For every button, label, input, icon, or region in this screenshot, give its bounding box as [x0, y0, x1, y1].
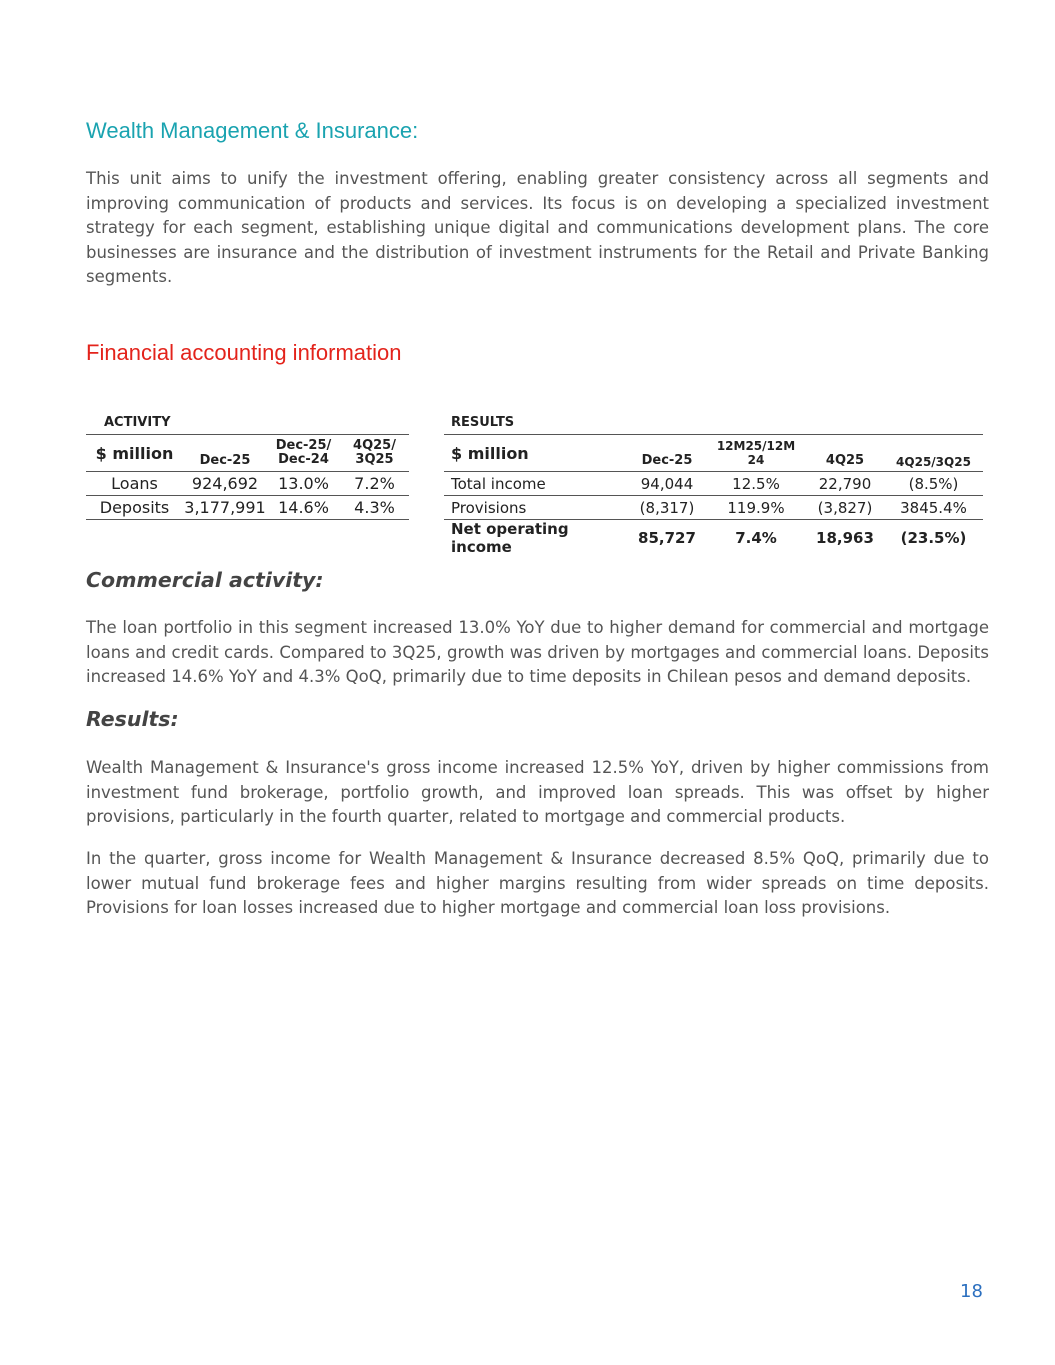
activity-row-qoq: 7.2% [354, 474, 395, 493]
activity-row-dec25: 3,177,991 [184, 498, 266, 517]
activity-header-qoq-line1: 4Q25/ [353, 438, 396, 453]
results-row-dec25: 94,044 [640, 474, 694, 493]
activity-header-row [86, 435, 409, 472]
activity-row-yoy: 13.0% [278, 474, 329, 493]
results-header-yoy-line1: 12M25/12M [716, 439, 796, 453]
activity-header-yoy-line1: Dec-25/ [275, 438, 332, 453]
results-paragraph-2: In the quarter, gross income for Wealth Management & Insurance decreased 8.5% QoQ, primarily due to lower mutual fund brokerage fees and higher margins resulting from wider spreads on time deposits. Provisions for loan losses increased due to higher mortgage and commercial loan loss provisions. [86, 849, 989, 917]
results-header-unit: $ million [451, 443, 529, 463]
table-row [444, 496, 983, 520]
results-row-yoy: 12.5% [732, 474, 780, 493]
activity-header-qoq-line2: 3Q25 [355, 452, 394, 467]
page-number: 18 [960, 1281, 983, 1302]
results-row-dec25: 85,727 [638, 529, 696, 547]
commercial-activity-title: Commercial activity: [86, 568, 324, 592]
activity-header-yoy-line2: Dec-24 [278, 452, 329, 467]
results-header-row [444, 435, 983, 472]
wealth-section-description: This unit aims to unify the investment offering, enabling greater consistency across all segments and improving communication of products and services. Its focus is on developing a specialized investment strategy for each segment, establishing unique digital and communications development plans. The core businesses are insurance and the distribution of investment instruments for the Retail and Private Banking segments. [86, 169, 989, 286]
activity-table [86, 434, 409, 520]
financial-section-title: Financial accounting information [86, 340, 402, 365]
table-row [444, 472, 983, 496]
activity-row-yoy: 14.6% [278, 498, 329, 517]
activity-header-qoq [340, 435, 409, 472]
results-table-label: RESULTS [451, 415, 515, 430]
results-row-4q25: 22,790 [818, 474, 872, 493]
activity-row-qoq: 4.3% [354, 498, 395, 517]
activity-row-dec25: 924,692 [191, 474, 259, 493]
results-row-dec25: (8,317) [639, 498, 695, 517]
results-header-qoq: 4Q25/3Q25 [896, 455, 971, 469]
activity-header-unit: $ million [95, 443, 174, 463]
results-paragraph-1: Wealth Management & Insurance's gross income increased 12.5% YoY, driven by higher commissions from investment fund brokerage, portfolio growth, and improved loan spreads. This was offset by higher provisions, particularly in the fourth quarter, related to mortgage and commercial products. [86, 758, 989, 826]
commercial-activity-text: The loan portfolio in this segment increased 13.0% YoY due to higher demand for commercial and mortgage loans and credit cards. Compared to 3Q25, growth was driven by mortgages and commercial loans. Deposits increased 14.6% YoY and 4.3% QoQ, primarily due to time deposits in Chilean pesos and demand deposits. [86, 618, 989, 686]
results-header-yoy [706, 435, 806, 472]
results-row-qoq: (23.5%) [900, 529, 967, 547]
results-header-yoy-line2: 24 [747, 453, 765, 467]
results-row-name: Total income [451, 474, 546, 493]
results-table [444, 434, 983, 556]
results-row-name: Provisions [451, 498, 527, 517]
table-row [86, 496, 409, 520]
results-row-4q25: 18,963 [816, 529, 874, 547]
results-header-4q25: 4Q25 [825, 453, 865, 468]
results-row-qoq: (8.5%) [908, 474, 959, 493]
wealth-section-title: Wealth Management & Insurance: [86, 118, 419, 143]
results-row-yoy: 7.4% [735, 529, 777, 547]
activity-header-dec25: Dec-25 [199, 453, 251, 468]
table-row [444, 520, 983, 557]
results-row-4q25: (3,827) [817, 498, 873, 517]
activity-table-label: ACTIVITY [104, 415, 171, 430]
results-row-yoy: 119.9% [727, 498, 785, 517]
results-row-qoq: 3845.4% [900, 498, 967, 517]
activity-row-name: Deposits [99, 498, 170, 517]
results-header-dec25: Dec-25 [641, 453, 693, 468]
activity-header-yoy [267, 435, 340, 472]
results-section-title: Results: [86, 707, 179, 731]
activity-row-name: Loans [111, 474, 158, 493]
table-row [86, 472, 409, 496]
results-row-name: Net operating income [451, 520, 569, 556]
